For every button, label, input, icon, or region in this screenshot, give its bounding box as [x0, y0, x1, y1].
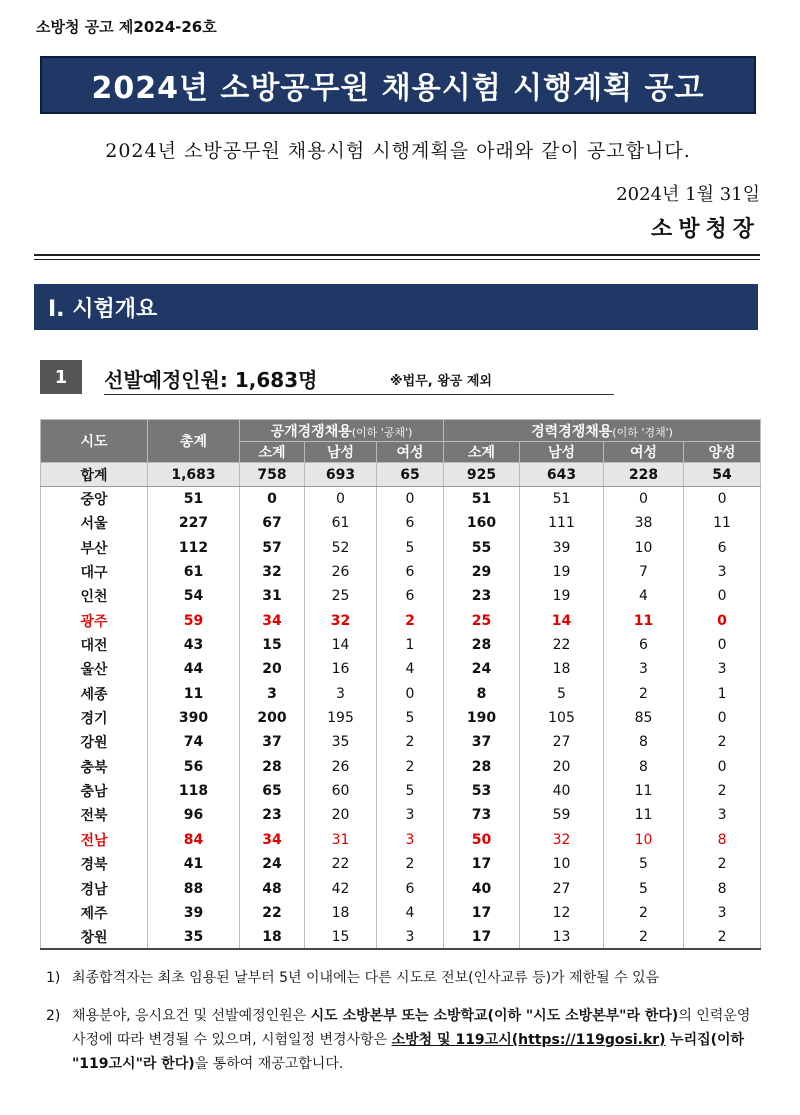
cell-c-m: 27 — [520, 730, 604, 754]
cell-c-m: 12 — [520, 901, 604, 925]
cell-c-f: 2 — [604, 925, 684, 949]
header-open-male: 남성 — [305, 442, 377, 463]
note-item — [46, 1004, 762, 1076]
cell-c-sub: 190 — [444, 706, 520, 730]
cell-total: 41 — [148, 852, 240, 876]
table-row — [41, 852, 761, 876]
cell-c-b: 2 — [684, 852, 761, 876]
cell-o-m: 32 — [305, 609, 377, 633]
cell-c-m: 19 — [520, 560, 604, 584]
cell-region: 광주 — [41, 609, 148, 633]
cell-c-b: 1 — [684, 682, 761, 706]
table-row — [41, 511, 761, 535]
cell-region: 대구 — [41, 560, 148, 584]
subsection-underline — [104, 394, 614, 395]
cell-c-m: 51 — [520, 487, 604, 511]
cell-c-sub: 23 — [444, 584, 520, 608]
cell-o-m: 195 — [305, 706, 377, 730]
cell-c-f: 38 — [604, 511, 684, 535]
cell-o-f: 6 — [377, 511, 444, 535]
divider-thin — [34, 259, 760, 260]
cell-region: 전북 — [41, 803, 148, 827]
cell-c-f: 10 — [604, 828, 684, 852]
section-header: Ⅰ. 시험개요 — [34, 284, 758, 330]
cell-c-m: 39 — [520, 536, 604, 560]
cell-o-m: 18 — [305, 901, 377, 925]
cell-c-b: 0 — [684, 584, 761, 608]
cell-c-m: 10 — [520, 852, 604, 876]
cell-total: 1,683 — [148, 463, 240, 487]
cell-o-m: 693 — [305, 463, 377, 487]
cell-region: 합계 — [41, 463, 148, 487]
cell-o-f: 6 — [377, 560, 444, 584]
cell-c-sub: 28 — [444, 633, 520, 657]
header-total: 총계 — [148, 420, 240, 463]
cell-region: 충북 — [41, 755, 148, 779]
cell-c-b: 54 — [684, 463, 761, 487]
cell-o-f: 6 — [377, 876, 444, 900]
cell-c-f: 0 — [604, 487, 684, 511]
cell-region: 전남 — [41, 828, 148, 852]
cell-c-sub: 73 — [444, 803, 520, 827]
cell-c-m: 105 — [520, 706, 604, 730]
cell-o-sub: 0 — [240, 487, 305, 511]
cell-c-f: 2 — [604, 901, 684, 925]
cell-total: 51 — [148, 487, 240, 511]
cell-c-m: 22 — [520, 633, 604, 657]
table-row — [41, 609, 761, 633]
cell-o-sub: 34 — [240, 609, 305, 633]
cell-region: 서울 — [41, 511, 148, 535]
cell-o-sub: 3 — [240, 682, 305, 706]
note-number: 2) — [46, 1008, 61, 1024]
cell-region: 창원 — [41, 925, 148, 949]
table-row — [41, 925, 761, 949]
header-open-subtotal: 소계 — [240, 442, 305, 463]
cell-c-f: 4 — [604, 584, 684, 608]
cell-c-f: 7 — [604, 560, 684, 584]
cell-o-f: 0 — [377, 682, 444, 706]
cell-c-m: 18 — [520, 657, 604, 681]
table-row — [41, 560, 761, 584]
cell-region: 강원 — [41, 730, 148, 754]
cell-c-m: 13 — [520, 925, 604, 949]
cell-c-f: 11 — [604, 803, 684, 827]
cell-c-f: 85 — [604, 706, 684, 730]
cell-region: 경남 — [41, 876, 148, 900]
cell-o-sub: 23 — [240, 803, 305, 827]
cell-o-f: 2 — [377, 755, 444, 779]
cell-c-m: 5 — [520, 682, 604, 706]
cell-total: 59 — [148, 609, 240, 633]
cell-o-f: 5 — [377, 706, 444, 730]
cell-c-m: 111 — [520, 511, 604, 535]
cell-c-b: 2 — [684, 730, 761, 754]
cell-total: 39 — [148, 901, 240, 925]
cell-total: 112 — [148, 536, 240, 560]
table-row — [41, 828, 761, 852]
cell-c-sub: 17 — [444, 901, 520, 925]
cell-c-f: 11 — [604, 779, 684, 803]
cell-c-f: 3 — [604, 657, 684, 681]
cell-o-f: 3 — [377, 828, 444, 852]
cell-o-sub: 65 — [240, 779, 305, 803]
header-career-both: 양성 — [684, 442, 761, 463]
cell-o-m: 16 — [305, 657, 377, 681]
cell-c-sub: 28 — [444, 755, 520, 779]
cell-c-sub: 40 — [444, 876, 520, 900]
cell-total: 35 — [148, 925, 240, 949]
cell-o-sub: 20 — [240, 657, 305, 681]
cell-total: 54 — [148, 584, 240, 608]
cell-c-sub: 25 — [444, 609, 520, 633]
cell-region: 경북 — [41, 852, 148, 876]
note-number: 1) — [46, 970, 61, 986]
cell-c-f: 5 — [604, 876, 684, 900]
cell-o-sub: 67 — [240, 511, 305, 535]
header-career-male: 남성 — [520, 442, 604, 463]
cell-region: 울산 — [41, 657, 148, 681]
cell-c-b: 0 — [684, 633, 761, 657]
header-region: 시도 — [41, 420, 148, 463]
note-item — [46, 966, 762, 990]
table-row — [41, 584, 761, 608]
cell-c-sub: 37 — [444, 730, 520, 754]
cell-c-b: 3 — [684, 657, 761, 681]
cell-o-m: 20 — [305, 803, 377, 827]
cell-total: 56 — [148, 755, 240, 779]
cell-c-b: 2 — [684, 925, 761, 949]
cell-region: 세종 — [41, 682, 148, 706]
cell-o-sub: 48 — [240, 876, 305, 900]
header-open-female: 여성 — [377, 442, 444, 463]
table-row — [41, 755, 761, 779]
cell-o-sub: 28 — [240, 755, 305, 779]
intro-text: 2024년 소방공무원 채용시험 시행계획을 아래와 같이 공고합니다. — [105, 140, 691, 162]
cell-o-f: 0 — [377, 487, 444, 511]
cell-c-sub: 925 — [444, 463, 520, 487]
header-open-group: 공개경쟁채용(이하 '공채') — [240, 420, 444, 442]
cell-o-m: 22 — [305, 852, 377, 876]
cell-o-m: 26 — [305, 560, 377, 584]
table-row — [41, 901, 761, 925]
cell-c-b: 8 — [684, 876, 761, 900]
cell-total: 118 — [148, 779, 240, 803]
cell-c-f: 8 — [604, 730, 684, 754]
cell-c-m: 643 — [520, 463, 604, 487]
cell-total: 44 — [148, 657, 240, 681]
cell-o-sub: 37 — [240, 730, 305, 754]
cell-o-sub: 22 — [240, 901, 305, 925]
cell-o-m: 31 — [305, 828, 377, 852]
notice-number: 소방청 공고 제2024-26호 — [36, 18, 217, 36]
cell-region: 충남 — [41, 779, 148, 803]
cell-o-f: 4 — [377, 657, 444, 681]
cell-total: 84 — [148, 828, 240, 852]
cell-c-b: 3 — [684, 803, 761, 827]
cell-o-f: 2 — [377, 609, 444, 633]
cell-c-f: 10 — [604, 536, 684, 560]
table-row — [41, 657, 761, 681]
cell-o-m: 52 — [305, 536, 377, 560]
cell-o-f: 3 — [377, 803, 444, 827]
signer: 소방청장 — [650, 216, 760, 242]
cell-c-b: 0 — [684, 487, 761, 511]
cell-c-b: 3 — [684, 901, 761, 925]
cell-o-f: 2 — [377, 852, 444, 876]
cell-c-sub: 29 — [444, 560, 520, 584]
cell-o-m: 26 — [305, 755, 377, 779]
cell-c-sub: 50 — [444, 828, 520, 852]
cell-c-f: 11 — [604, 609, 684, 633]
cell-total: 11 — [148, 682, 240, 706]
cell-c-b: 2 — [684, 779, 761, 803]
cell-o-sub: 758 — [240, 463, 305, 487]
table-row — [41, 706, 761, 730]
table-row — [41, 730, 761, 754]
cell-c-f: 8 — [604, 755, 684, 779]
table-row — [41, 633, 761, 657]
cell-o-m: 25 — [305, 584, 377, 608]
cell-c-sub: 24 — [444, 657, 520, 681]
cell-o-sub: 31 — [240, 584, 305, 608]
cell-c-m: 59 — [520, 803, 604, 827]
cell-total: 43 — [148, 633, 240, 657]
cell-o-sub: 200 — [240, 706, 305, 730]
cell-o-f: 5 — [377, 779, 444, 803]
header-career-subtotal: 소계 — [444, 442, 520, 463]
table-row — [41, 803, 761, 827]
cell-total: 96 — [148, 803, 240, 827]
cell-c-m: 14 — [520, 609, 604, 633]
cell-total: 227 — [148, 511, 240, 535]
cell-c-f: 5 — [604, 852, 684, 876]
cell-c-m: 19 — [520, 584, 604, 608]
cell-o-m: 14 — [305, 633, 377, 657]
divider-thick — [34, 254, 760, 256]
cell-o-f: 2 — [377, 730, 444, 754]
cell-c-b: 6 — [684, 536, 761, 560]
cell-total: 390 — [148, 706, 240, 730]
cell-o-f: 65 — [377, 463, 444, 487]
cell-region: 부산 — [41, 536, 148, 560]
subsection-number: 1 — [40, 360, 82, 394]
table-row — [41, 682, 761, 706]
cell-o-sub: 15 — [240, 633, 305, 657]
cell-o-f: 6 — [377, 584, 444, 608]
note-text: 채용분야, 응시요건 및 선발예정인원은 시도 소방본부 또는 소방학교(이하 "시도 소방본부"라 한다)의 인력운영 사정에 따라 변경될 수 있으며, 시험일정 변경사항은 소방청 및 119고시(https://119gosi.kr) 누리집(이하 "119고시"라 한다)을 통하여 재공고합니다. — [72, 1008, 751, 1072]
cell-o-sub: 57 — [240, 536, 305, 560]
note-text: 최종합격자는 최초 임용된 날부터 5년 이내에는 다른 시도로 전보(인사교류 등)가 제한될 수 있음 — [72, 970, 660, 986]
cell-region: 제주 — [41, 901, 148, 925]
cell-c-b: 8 — [684, 828, 761, 852]
cell-c-f: 228 — [604, 463, 684, 487]
recruitment-table — [40, 419, 761, 950]
cell-o-f: 1 — [377, 633, 444, 657]
cell-c-sub: 8 — [444, 682, 520, 706]
document-title: 2024년 소방공무원 채용시험 시행계획 공고 — [40, 56, 756, 114]
cell-c-sub: 17 — [444, 852, 520, 876]
cell-total: 74 — [148, 730, 240, 754]
cell-c-f: 6 — [604, 633, 684, 657]
cell-o-sub: 32 — [240, 560, 305, 584]
cell-c-b: 0 — [684, 706, 761, 730]
notice-date: 2024년 1월 31일 — [616, 184, 760, 205]
subsection-title: 선발예정인원: 1,683명 — [104, 368, 318, 392]
cell-c-b: 0 — [684, 755, 761, 779]
cell-o-m: 42 — [305, 876, 377, 900]
cell-total: 88 — [148, 876, 240, 900]
cell-c-b: 3 — [684, 560, 761, 584]
cell-o-m: 0 — [305, 487, 377, 511]
cell-c-m: 20 — [520, 755, 604, 779]
cell-region: 중앙 — [41, 487, 148, 511]
cell-c-sub: 51 — [444, 487, 520, 511]
cell-o-sub: 18 — [240, 925, 305, 949]
cell-c-sub: 17 — [444, 925, 520, 949]
cell-c-f: 2 — [604, 682, 684, 706]
table-row — [41, 487, 761, 511]
cell-total: 61 — [148, 560, 240, 584]
cell-region: 인천 — [41, 584, 148, 608]
cell-c-sub: 160 — [444, 511, 520, 535]
cell-c-b: 11 — [684, 511, 761, 535]
cell-o-f: 4 — [377, 901, 444, 925]
notes — [46, 966, 762, 1090]
header-career-group: 경력경쟁채용(이하 '경채') — [444, 420, 761, 442]
cell-c-sub: 55 — [444, 536, 520, 560]
cell-region: 경기 — [41, 706, 148, 730]
cell-o-f: 5 — [377, 536, 444, 560]
cell-c-m: 27 — [520, 876, 604, 900]
table-row — [41, 536, 761, 560]
cell-c-m: 40 — [520, 779, 604, 803]
cell-o-f: 3 — [377, 925, 444, 949]
cell-o-m: 61 — [305, 511, 377, 535]
subsection-note: ※법무, 왕공 제외 — [390, 374, 492, 389]
table-row — [41, 876, 761, 900]
cell-o-m: 15 — [305, 925, 377, 949]
cell-o-sub: 34 — [240, 828, 305, 852]
cell-c-b: 0 — [684, 609, 761, 633]
table-total-row — [41, 463, 761, 487]
cell-o-m: 3 — [305, 682, 377, 706]
cell-region: 대전 — [41, 633, 148, 657]
cell-o-m: 60 — [305, 779, 377, 803]
cell-o-m: 35 — [305, 730, 377, 754]
cell-o-sub: 24 — [240, 852, 305, 876]
header-career-female: 여성 — [604, 442, 684, 463]
cell-c-sub: 53 — [444, 779, 520, 803]
table-row — [41, 779, 761, 803]
cell-c-m: 32 — [520, 828, 604, 852]
